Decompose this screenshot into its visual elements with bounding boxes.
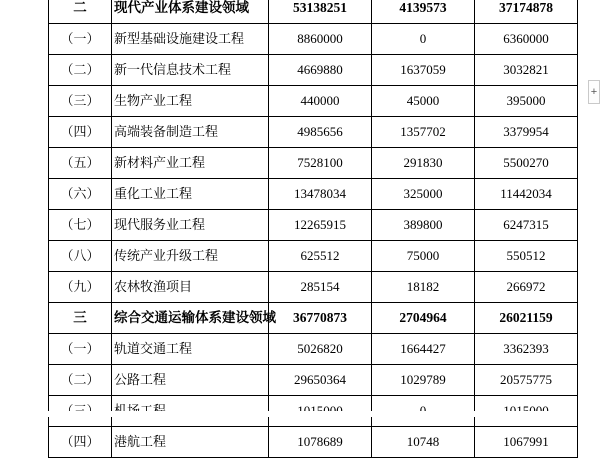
row-total-investment: 285154 — [269, 272, 372, 303]
investment-table — [48, 0, 578, 458]
table-row — [49, 24, 578, 55]
row-name: 现代产业体系建设领域 — [112, 0, 269, 24]
row-year-investment: 0 — [372, 24, 475, 55]
scroll-handle[interactable]: + — [588, 80, 600, 104]
page-bottom-edge — [48, 411, 552, 417]
row-year-investment: 1637059 — [372, 55, 475, 86]
row-remaining-investment: 3032821 — [475, 55, 578, 86]
row-name: 新一代信息技术工程 — [112, 55, 269, 86]
row-remaining-investment: 1067991 — [475, 427, 578, 458]
row-year-investment: 10748 — [372, 427, 475, 458]
table-row — [49, 241, 578, 272]
row-index: （七） — [49, 210, 112, 241]
row-index: 三 — [49, 303, 112, 334]
row-year-investment: 389800 — [372, 210, 475, 241]
row-index: 二 — [49, 0, 112, 24]
row-index: （一） — [49, 24, 112, 55]
row-index: （四） — [49, 427, 112, 458]
row-index: （三） — [49, 86, 112, 117]
row-remaining-investment: 20575775 — [475, 365, 578, 396]
row-remaining-investment: 3379954 — [475, 117, 578, 148]
row-total-investment: 36770873 — [269, 303, 372, 334]
row-total-investment: 29650364 — [269, 365, 372, 396]
row-name: 重化工业工程 — [112, 179, 269, 210]
row-remaining-investment: 6360000 — [475, 24, 578, 55]
row-total-investment: 13478034 — [269, 179, 372, 210]
table-body — [49, 0, 578, 458]
row-total-investment: 1078689 — [269, 427, 372, 458]
row-remaining-investment: 550512 — [475, 241, 578, 272]
table-row — [49, 272, 578, 303]
row-name: 现代服务业工程 — [112, 210, 269, 241]
row-total-investment: 5026820 — [269, 334, 372, 365]
table-row — [49, 427, 578, 458]
row-index: （九） — [49, 272, 112, 303]
row-remaining-investment: 395000 — [475, 86, 578, 117]
row-name: 生物产业工程 — [112, 86, 269, 117]
row-name: 高端装备制造工程 — [112, 117, 269, 148]
row-total-investment: 625512 — [269, 241, 372, 272]
row-name: 港航工程 — [112, 427, 269, 458]
row-remaining-investment: 37174878 — [475, 0, 578, 24]
table-row — [49, 334, 578, 365]
row-remaining-investment: 3362393 — [475, 334, 578, 365]
table-row — [49, 86, 578, 117]
table-row — [49, 0, 578, 24]
row-total-investment: 7528100 — [269, 148, 372, 179]
row-remaining-investment: 6247315 — [475, 210, 578, 241]
row-name: 公路工程 — [112, 365, 269, 396]
table-row — [49, 55, 578, 86]
row-name: 新材料产业工程 — [112, 148, 269, 179]
row-year-investment: 2704964 — [372, 303, 475, 334]
row-year-investment: 1357702 — [372, 117, 475, 148]
row-name: 综合交通运输体系建设领域 — [112, 303, 269, 334]
row-year-investment: 75000 — [372, 241, 475, 272]
row-year-investment: 18182 — [372, 272, 475, 303]
row-remaining-investment: 26021159 — [475, 303, 578, 334]
table-row — [49, 210, 578, 241]
row-index: （二） — [49, 365, 112, 396]
table-row — [49, 365, 578, 396]
row-name: 农林牧渔项目 — [112, 272, 269, 303]
row-remaining-investment: 5500270 — [475, 148, 578, 179]
table-row — [49, 148, 578, 179]
row-name: 轨道交通工程 — [112, 334, 269, 365]
row-year-investment: 1029789 — [372, 365, 475, 396]
row-name: 新型基础设施建设工程 — [112, 24, 269, 55]
row-year-investment: 1664427 — [372, 334, 475, 365]
row-total-investment: 53138251 — [269, 0, 372, 24]
row-index: （一） — [49, 334, 112, 365]
row-year-investment: 4139573 — [372, 0, 475, 24]
row-index: （二） — [49, 55, 112, 86]
row-remaining-investment: 266972 — [475, 272, 578, 303]
row-remaining-investment: 11442034 — [475, 179, 578, 210]
row-index: （六） — [49, 179, 112, 210]
row-index: （八） — [49, 241, 112, 272]
row-index: （五） — [49, 148, 112, 179]
row-year-investment: 325000 — [372, 179, 475, 210]
table-row — [49, 117, 578, 148]
row-total-investment: 4985656 — [269, 117, 372, 148]
row-total-investment: 8860000 — [269, 24, 372, 55]
table-row — [49, 303, 578, 334]
row-year-investment: 291830 — [372, 148, 475, 179]
row-index: （四） — [49, 117, 112, 148]
table-row — [49, 179, 578, 210]
row-year-investment: 45000 — [372, 86, 475, 117]
row-total-investment: 440000 — [269, 86, 372, 117]
row-total-investment: 12265915 — [269, 210, 372, 241]
row-total-investment: 4669880 — [269, 55, 372, 86]
row-name: 传统产业升级工程 — [112, 241, 269, 272]
